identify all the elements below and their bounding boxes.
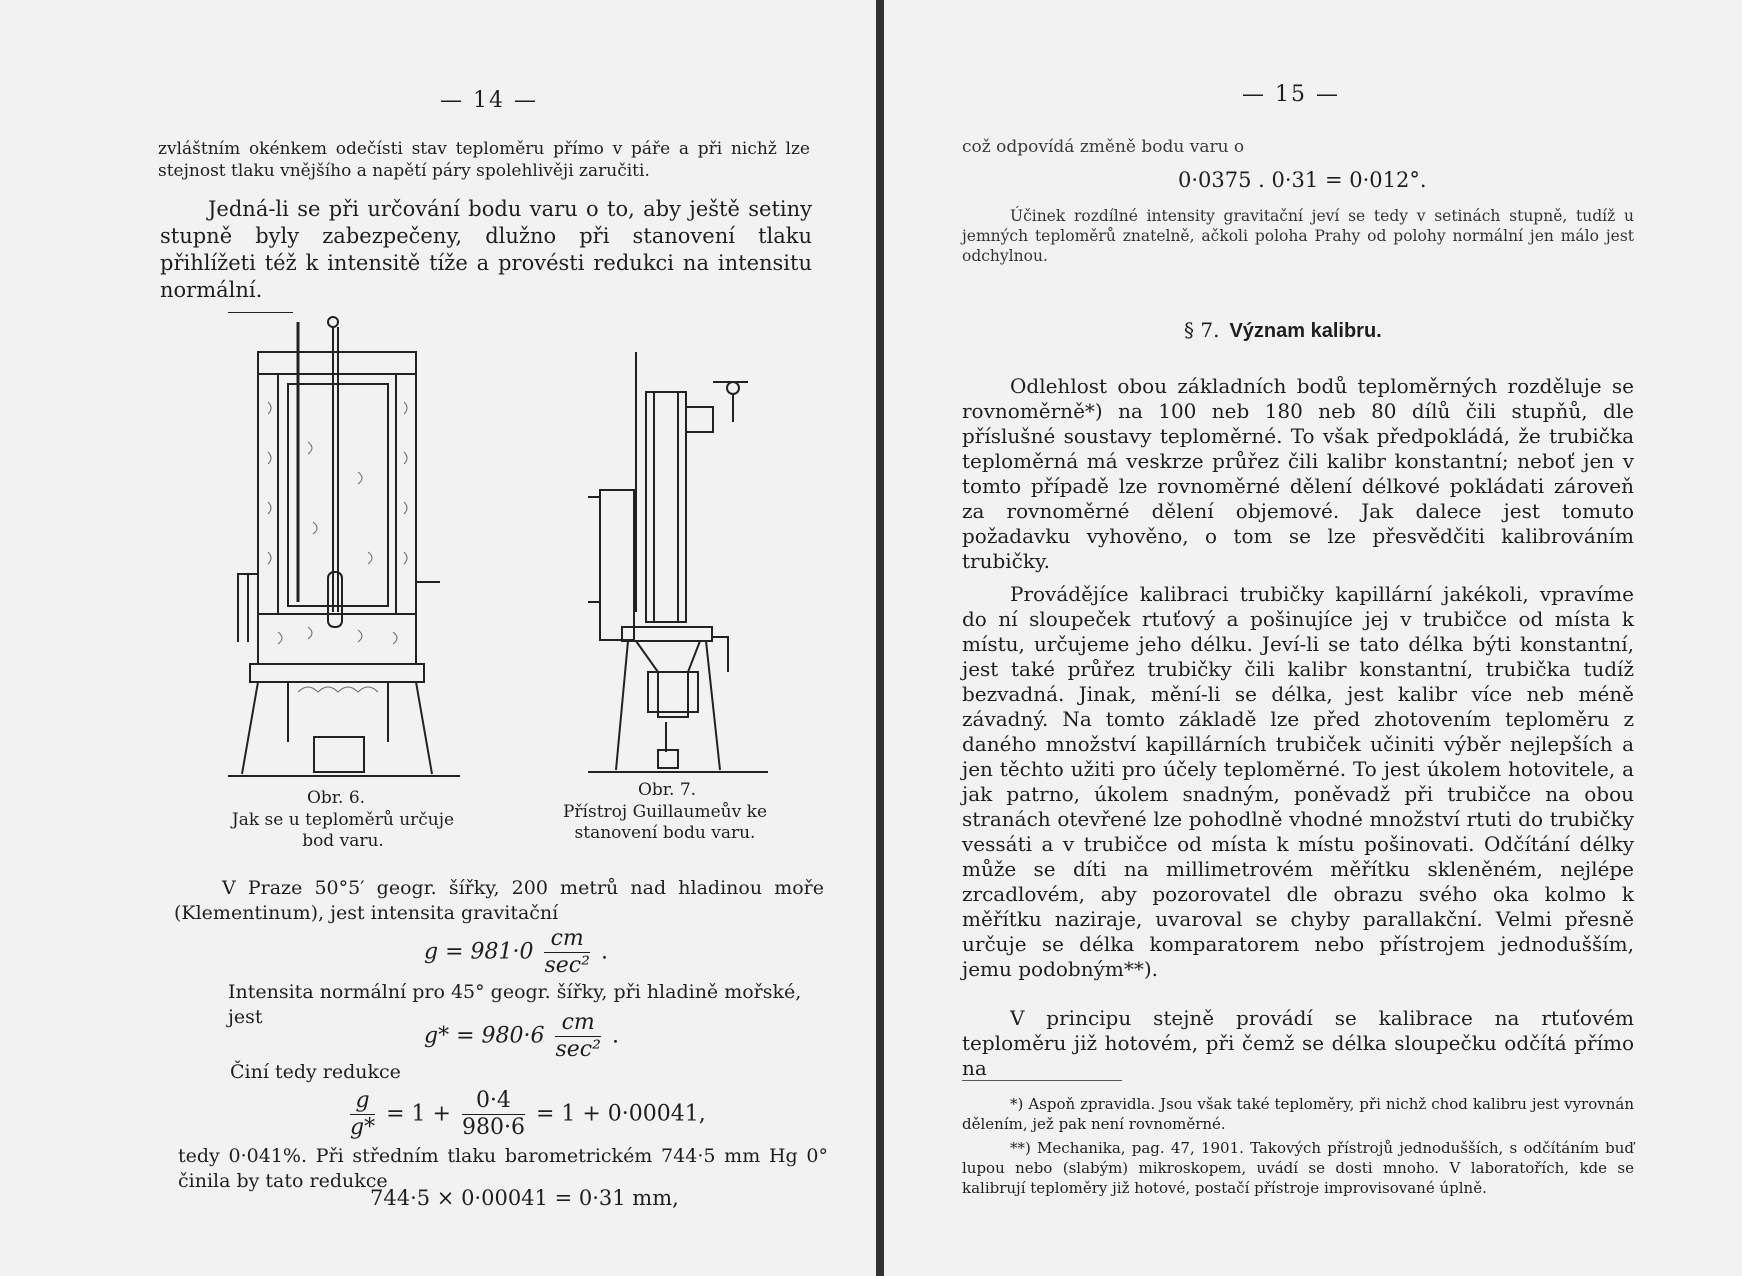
paragraph: Účinek rozdílné intensity gravitační jeví se tedy v setinách stupně, tudíž u jemných teploměrů znatelně, ačkoli poloha Prahy od polohy normální jen málo jest odchylnou. [962, 207, 1634, 265]
paragraph: tedy 0·041%. Při středním tlaku barometrickém 744·5 mm Hg 0° činila by tato redukce [178, 1145, 828, 1192]
equation-reduction [346, 1088, 706, 1141]
figure-7-illustration [588, 352, 768, 777]
paragraph: Činí tedy redukce [230, 1061, 401, 1083]
figure-7-caption: Přístroj Guillaumeův ke stanovení bodu varu. [562, 802, 768, 843]
paragraph: Odlehlost obou základních bodů teploměrných rozděluje se rovnoměrně*) na 100 neb 180 neb 80 dílů čili stupňů, dle příslušné soustavy teploměrné. To však předpokládá, že trubička teploměrná má veskrze průřez čili kalibr konstantní; neboť jen v tomto případě lze rovnoměrné dělení délkové pokládati zároveň za rovnoměrné dělení objemové. Jak dalece jest tomuto požadavku vyhověno, o tom se lze přesvědčiti kalibrováním trubičky. [962, 374, 1634, 573]
page-number: — 15 — [1242, 82, 1340, 107]
paragraph: Provádějíce kalibraci trubičky kapillární jakékoli, vpravíme do ní sloupeček rtuťový a pošinujíce jej v trubičce od místa k místu, určujeme jeho délku. Jeví-li se tato délka býti konstantní, jest také průřez trubičky čili kalibr konstantní, trubička tudíž bezvadná. Jinak, mění-li se délka, jest kalibr více neb méně závadný. Na tomto základě lze před zhotovením teploměru z daného množství kapillárních trubiček učiniti výběr nejlepších a jen těchto užiti pro účely teploměrné. To jest úkolem hotovitele, a jak patrno, úkolem snadným, poněvadž při trubičce na obou stranách otevřené lze pohodlně vhodné množství rtuti do trubičky vessáti a v trubičce od místa k místu pošinovati. Odčítání délky může se díti na millimetrovém měřítku skleněném, nejlépe zrcadlovém, aby pozorovatel dle obrazu svého oka kolmo k měřítku naziraje, uvaroval se chyby parallakční. Velmi přesně určuje se délka komparatorem nebo přístrojem jednodušším, jemu podobným**). [962, 582, 1634, 981]
equation-bp-change: 0·0375 . 0·31 = 0·012°. [1178, 168, 1427, 192]
figure-7-label: Obr. 7. [637, 780, 697, 800]
numerator: cm [555, 1010, 600, 1037]
equation-lhs: g = 981·0 [424, 939, 534, 965]
equation-tail: . [611, 1023, 619, 1049]
paragraph: Intensita normální pro 45° geogr. šířky, při hladině mořské, jest [228, 981, 802, 1028]
numerator: g [350, 1088, 375, 1115]
paragraph: což odpovídá změně bodu varu o [962, 137, 1245, 157]
paragraph: zvláštním okénkem odečísti stav teploměru přímo v páře a při nichž lze stejnost tlaku vnějšího a napětí páry spolehlivěji zaručiti. [158, 139, 810, 181]
numerator: 0·4 [462, 1088, 525, 1115]
section-title: Význam kalibru. [1229, 320, 1382, 342]
figure-6-label: Obr. 6. [306, 788, 366, 808]
paragraph: V principu stejně provádí se kalibrace na rtuťovém teploměru již hotovém, při čemž se délka sloupečku odčítá přímo na [962, 1006, 1634, 1080]
footnote-divider [962, 1080, 1122, 1081]
paragraph: Jedná-li se při určování bodu varu o to, aby ještě setiny stupně byly zabezpečeny, dlužno při stanovení tlaku přihlížeti též k intensitě tíže a provésti redukci na intensitu normální. [160, 197, 812, 302]
paragraph: V Praze 50°5′ geogr. šířky, 200 metrů nad hladinou moře (Klementinum), jest intensita gravitační [174, 877, 824, 924]
fraction [544, 926, 589, 979]
section-heading [1184, 318, 1382, 343]
equation-tail: = 1 + 0·00041, [535, 1101, 706, 1127]
equation-product: 744·5 × 0·00041 = 0·31 mm, [370, 1186, 679, 1210]
numerator: cm [544, 926, 589, 953]
page-number: — 14 — [440, 88, 538, 113]
footnote: **) Mechanika, pag. 47, 1901. Takových přístrojů jednodušších, s odčítáním buď lupou nebo (slabým) mikroskopem, uvádí se dosti mnoho. V laboratořích, kde se kalibrují teploměry již hotové, postačí přístroje improvisované úplně. [962, 1139, 1634, 1197]
denominator: sec² [544, 953, 590, 978]
denominator: 980·6 [461, 1115, 525, 1140]
fraction [350, 1088, 375, 1141]
figure-6-caption: Jak se u teploměrů určuje bod varu. [231, 810, 455, 851]
book-spine [876, 0, 884, 1276]
section-sign: § 7. [1184, 318, 1220, 342]
equation-g [424, 926, 608, 979]
denominator: g* [350, 1115, 376, 1140]
fraction [462, 1088, 525, 1141]
figure-6-illustration [228, 312, 460, 782]
denominator: sec² [555, 1037, 601, 1062]
fraction [555, 1010, 600, 1063]
right-page [884, 0, 1742, 1276]
equation-g-star [424, 1010, 619, 1063]
equation-mid: = 1 + [386, 1101, 451, 1127]
equation-lhs: g* = 980·6 [424, 1023, 545, 1049]
footnote: *) Aspoň zpravidla. Jsou však také teploměry, při nichž chod kalibru jest vyrovnán dělením, jež pak není rovnoměrné. [962, 1095, 1634, 1133]
equation-tail: . [600, 939, 608, 965]
